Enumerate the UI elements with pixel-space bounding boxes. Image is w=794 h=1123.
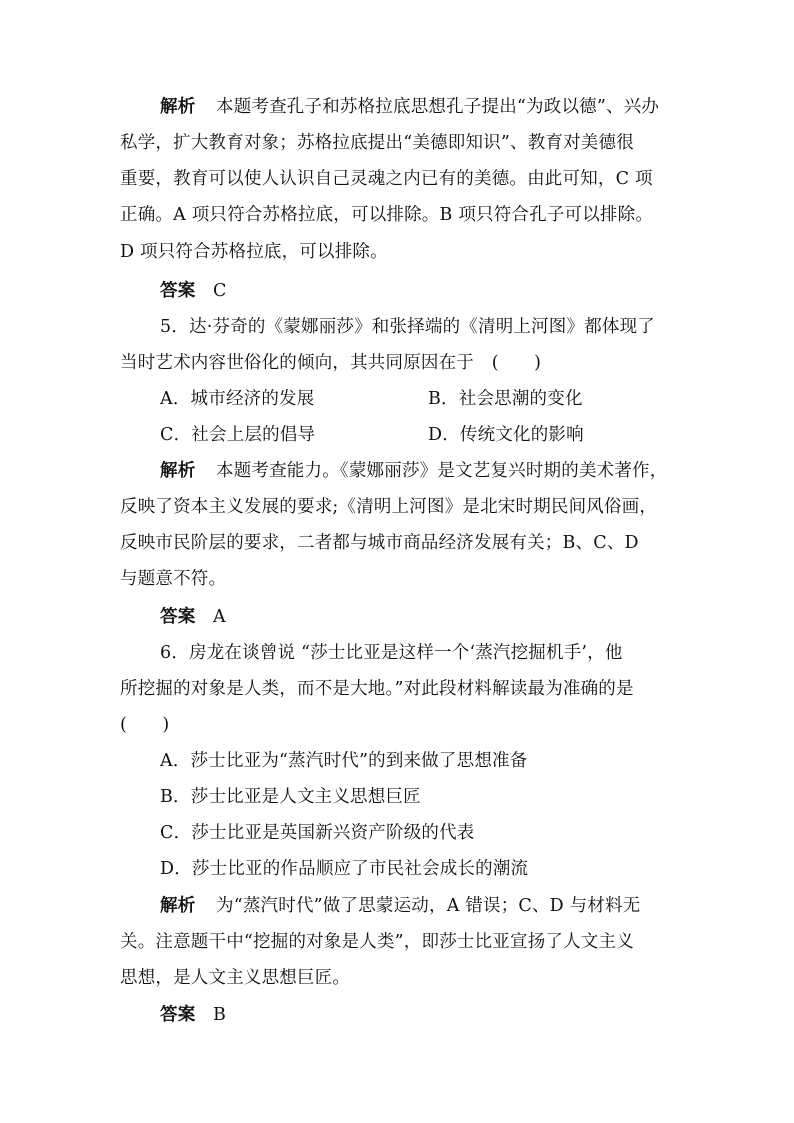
q5-stem-line-2 — [0, 351, 794, 375]
q6-answer-value: B — [213, 1005, 227, 1025]
q6-option-d-line — [0, 857, 794, 881]
q6-option-c: C．莎士比亚是英国新兴资产阶级的代表 — [160, 823, 475, 843]
q4-analysis-line-1 — [0, 95, 794, 119]
q4-analysis-line-4 — [0, 203, 794, 227]
q5-analysis-line-2 — [0, 495, 794, 519]
q6-analysis-label: 解析 — [160, 896, 196, 916]
q4-analysis-text-2: 私学，扩大教育对象；苏格拉底提出“美德即知识”、教育对美德很 — [120, 133, 634, 153]
q5-analysis-text-4: 与题意不符。 — [120, 569, 227, 589]
q5-analysis-text-2: 反映了资本主义发展的要求;《清明上河图》是北宋时期民间风俗画， — [120, 497, 658, 517]
q5-option-c: C．社会上层的倡导 — [160, 425, 316, 445]
q4-analysis-line-2 — [0, 131, 794, 155]
q6-answer-label: 答案 — [160, 1005, 196, 1025]
q6-analysis-text-2: 关。注意题干中“挖掘的对象是人类”，即莎士比亚宣扬了人文主义 — [120, 932, 634, 952]
q5-analysis-line-4 — [0, 567, 794, 591]
q6-stem-line-1 — [0, 641, 794, 665]
q6-stem-line-3 — [0, 713, 794, 737]
q6-analysis-text-1: 为“蒸汽时代”做了思蒙运动，A 错误；C、D 与材料无 — [216, 896, 641, 916]
q5-option-b: B．社会思潮的变化 — [428, 389, 583, 409]
q5-option-d: D．传统文化的影响 — [428, 425, 584, 445]
q4-analysis-text-3: 重要，教育可以使人认识自己灵魂之内已有的美德。由此可知，C 项 — [120, 169, 653, 189]
q4-analysis-text-4: 正确。A 项只符合苏格拉底，可以排除。B 项只符合孔子可以排除。 — [120, 205, 654, 225]
q6-analysis-line-1 — [0, 894, 794, 918]
q6-stem-text-3: ( ) — [120, 715, 170, 735]
q6-stem-line-2 — [0, 677, 794, 701]
q4-answer-label: 答案 — [160, 281, 196, 301]
q5-analysis-label: 解析 — [160, 461, 196, 481]
q5-options-row-2 — [0, 423, 794, 447]
q4-analysis-label: 解析 — [160, 97, 196, 117]
q6-analysis-line-3 — [0, 966, 794, 990]
q5-options-row-1 — [0, 387, 794, 411]
q5-answer-label: 答案 — [160, 607, 196, 627]
q6-stem-text-1: 6．房龙在谈曾说 “莎士比亚是这样一个‘蒸汽挖掘机手’，他 — [160, 643, 623, 663]
q6-option-d: D．莎士比亚的作品顺应了市民社会成长的潮流 — [160, 859, 529, 879]
q4-answer-line — [0, 279, 794, 303]
q5-stem-text-2: 当时艺术内容世俗化的倾向，其共同原因在于 ( ) — [120, 353, 542, 373]
q6-stem-text-2: 所挖掘的对象是人类，而不是大地。”对此段材料解读最为准确的是 — [120, 679, 634, 699]
q5-analysis-line-3 — [0, 531, 794, 555]
q5-answer-value: A — [213, 607, 226, 627]
q5-stem-text-1: 5．达·芬奇的《蒙娜丽莎》和张择端的《清明上河图》都体现了 — [160, 317, 655, 337]
q6-answer-line — [0, 1003, 794, 1027]
q6-option-c-line — [0, 821, 794, 845]
q6-option-a: A．莎士比亚为“蒸汽时代”的到来做了思想准备 — [160, 751, 528, 771]
q6-option-b-line — [0, 785, 794, 809]
q4-analysis-text-1: 本题考查孔子和苏格拉底思想孔子提出“为政以德”、兴办 — [216, 97, 660, 117]
q5-analysis-line-1 — [0, 459, 794, 483]
q4-analysis-line-3 — [0, 167, 794, 191]
q5-analysis-text-3: 反映市民阶层的要求，二者都与城市商品经济发展有关；B、C、D — [120, 533, 639, 553]
q4-analysis-text-5: D 项只符合苏格拉底，可以排除。 — [120, 242, 388, 262]
q6-option-b: B．莎士比亚是人文主义思想巨匠 — [160, 787, 421, 807]
q6-option-a-line — [0, 749, 794, 773]
q4-answer-value: C — [213, 281, 227, 301]
q6-analysis-text-3: 思想，是人文主义思想巨匠。 — [120, 968, 351, 988]
q5-option-a: A．城市经济的发展 — [160, 389, 315, 409]
q4-analysis-line-5 — [0, 240, 794, 264]
q5-answer-line — [0, 605, 794, 629]
q5-stem-line-1 — [0, 315, 794, 339]
q5-analysis-text-1: 本题考查能力。《蒙娜丽莎》是文艺复兴时期的美术著作， — [216, 461, 668, 481]
q6-analysis-line-2 — [0, 930, 794, 954]
